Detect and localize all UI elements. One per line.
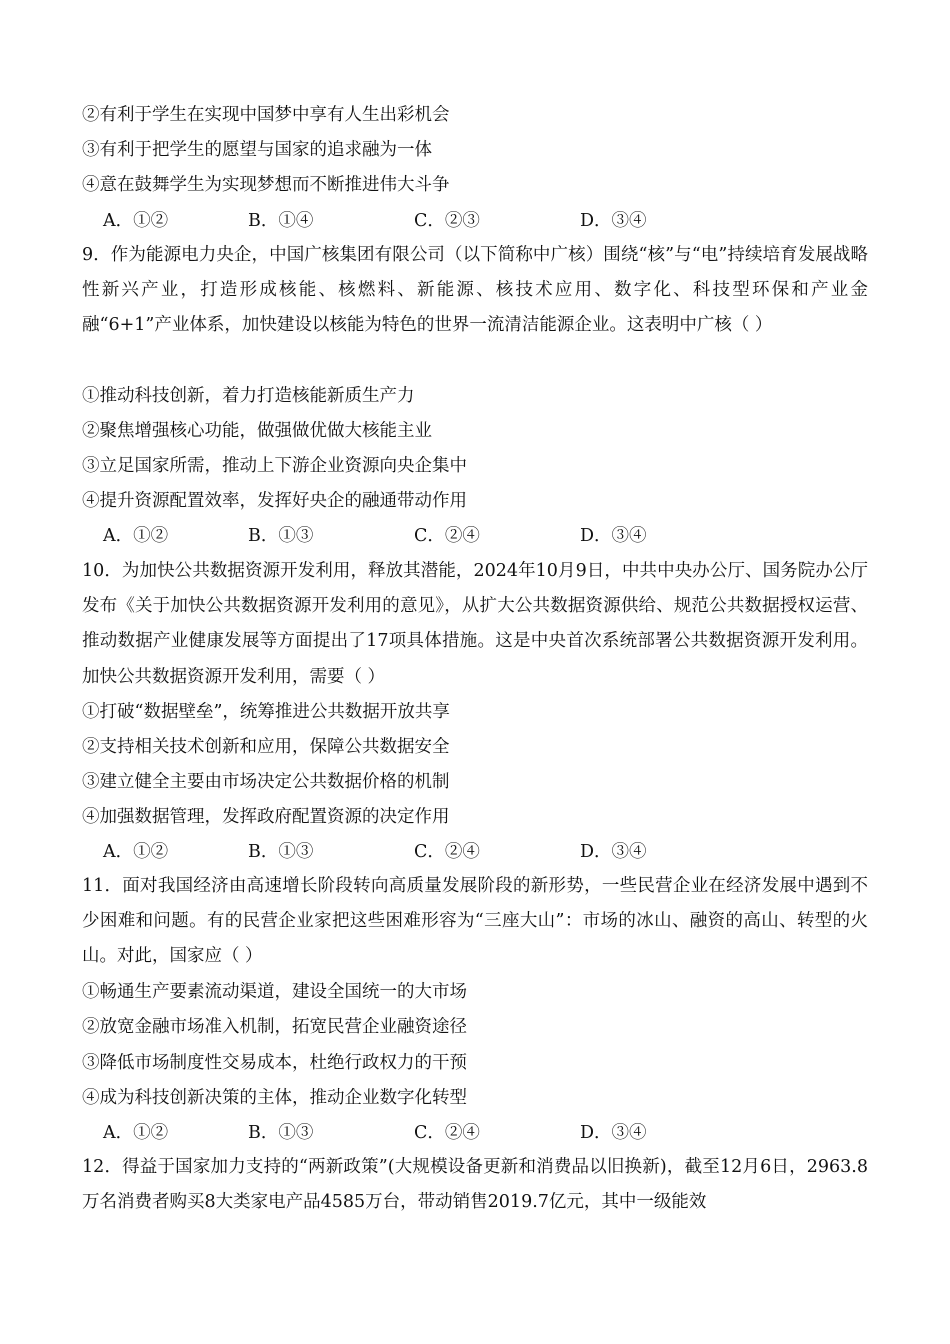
q8-options [103, 209, 803, 233]
q8-statement-3: ③有利于把学生的愿望与国家的追求融为一体 [82, 140, 432, 160]
q10-options [103, 840, 803, 864]
q11-statement-2: ②放宽金融市场准入机制，拓宽民营企业融资途径 [82, 1017, 467, 1037]
q9-option-b: B．①③ [248, 526, 314, 546]
q10-statement-2: ②支持相关技术创新和应用，保障公共数据安全 [82, 737, 450, 757]
q11-statement-1: ①畅通生产要素流动渠道，建设全国统一的大市场 [82, 982, 467, 1002]
q10-option-c: C．②④ [414, 842, 480, 862]
q11-option-b: B．①③ [248, 1123, 314, 1143]
q9-option-a: A．①② [103, 526, 169, 546]
q11-stem: 11．面对我国经济由高速增长阶段转向高质量发展阶段的新形势，一些民营企业在经济发展中遇到不少困难和问题。有的民营企业家把这些困难形容为“三座大山”：市场的冰山、融资的高山、转型的火山。对此，国家应（ ） [82, 876, 868, 967]
q9-statement-3: ③立足国家所需，推动上下游企业资源向央企集中 [82, 456, 467, 476]
q11-option-c: C．②④ [414, 1123, 480, 1143]
q9-statement-2: ②聚焦增强核心功能，做强做优做大核能主业 [82, 421, 432, 441]
q8-statement-4: ④意在鼓舞学生为实现梦想而不断推进伟大斗争 [82, 175, 450, 195]
q11-statement-4: ④成为科技创新决策的主体，推动企业数字化转型 [82, 1088, 467, 1108]
q10-statement-4: ④加强数据管理，发挥政府配置资源的决定作用 [82, 807, 450, 827]
q8-statement-2: ②有利于学生在实现中国梦中享有人生出彩机会 [82, 105, 450, 125]
q11-statement-3: ③降低市场制度性交易成本，杜绝行政权力的干预 [82, 1053, 467, 1073]
q9-option-c: C．②④ [414, 526, 480, 546]
q8-option-a: A．①② [103, 211, 169, 231]
q8-option-d: D．③④ [580, 211, 647, 231]
q10-stem: 10．为加快公共数据资源开发利用，释放其潜能，2024年10月9日，中共中央办公厅、国务院办公厅发布《关于加快公共数据资源开发利用的意见》，从扩大公共数据资源供给、规范公共数据授权运营、推动数据产业健康发展等方面提出了17项具体措施。这是中央首次系统部署公共数据资源开发利用。加快公共数据资源开发利用，需要（ ） [82, 561, 868, 687]
q10-statement-1: ①打破“数据壁垒”，统筹推进公共数据开放共享 [82, 702, 450, 722]
q10-option-d: D．③④ [580, 842, 647, 862]
q10-option-b: B．①③ [248, 842, 314, 862]
q9-options [103, 524, 803, 548]
q9-statement-1: ①推动科技创新，着力打造核能新质生产力 [82, 386, 415, 406]
q12-stem: 12．得益于国家加力支持的“两新政策”(大规模设备更新和消费品以旧换新)，截至12月6日，2963.8万名消费者购买8大类家电产品4585万台，带动销售2019.7亿元，其中一级能效 [82, 1157, 868, 1213]
q11-options [103, 1121, 803, 1145]
q9-statement-4: ④提升资源配置效率，发挥好央企的融通带动作用 [82, 491, 467, 511]
q9-stem: 9．作为能源电力央企，中国广核集团有限公司（以下简称中广核）围绕“核”与“电”持续培育发展战略性新兴产业，打造形成核能、核燃料、新能源、核技术应用、数字化、科技型环保和产业金融“6+1”产业体系，加快建设以核能为特色的世界一流清洁能源企业。这表明中广核（ ） [82, 245, 868, 336]
q11-option-a: A．①② [103, 1123, 169, 1143]
q8-option-c: C．②③ [414, 211, 480, 231]
q10-statement-3: ③建立健全主要由市场决定公共数据价格的机制 [82, 772, 450, 792]
q9-option-d: D．③④ [580, 526, 647, 546]
q8-option-b: B．①④ [248, 211, 314, 231]
q10-option-a: A．①② [103, 842, 169, 862]
q11-option-d: D．③④ [580, 1123, 647, 1143]
